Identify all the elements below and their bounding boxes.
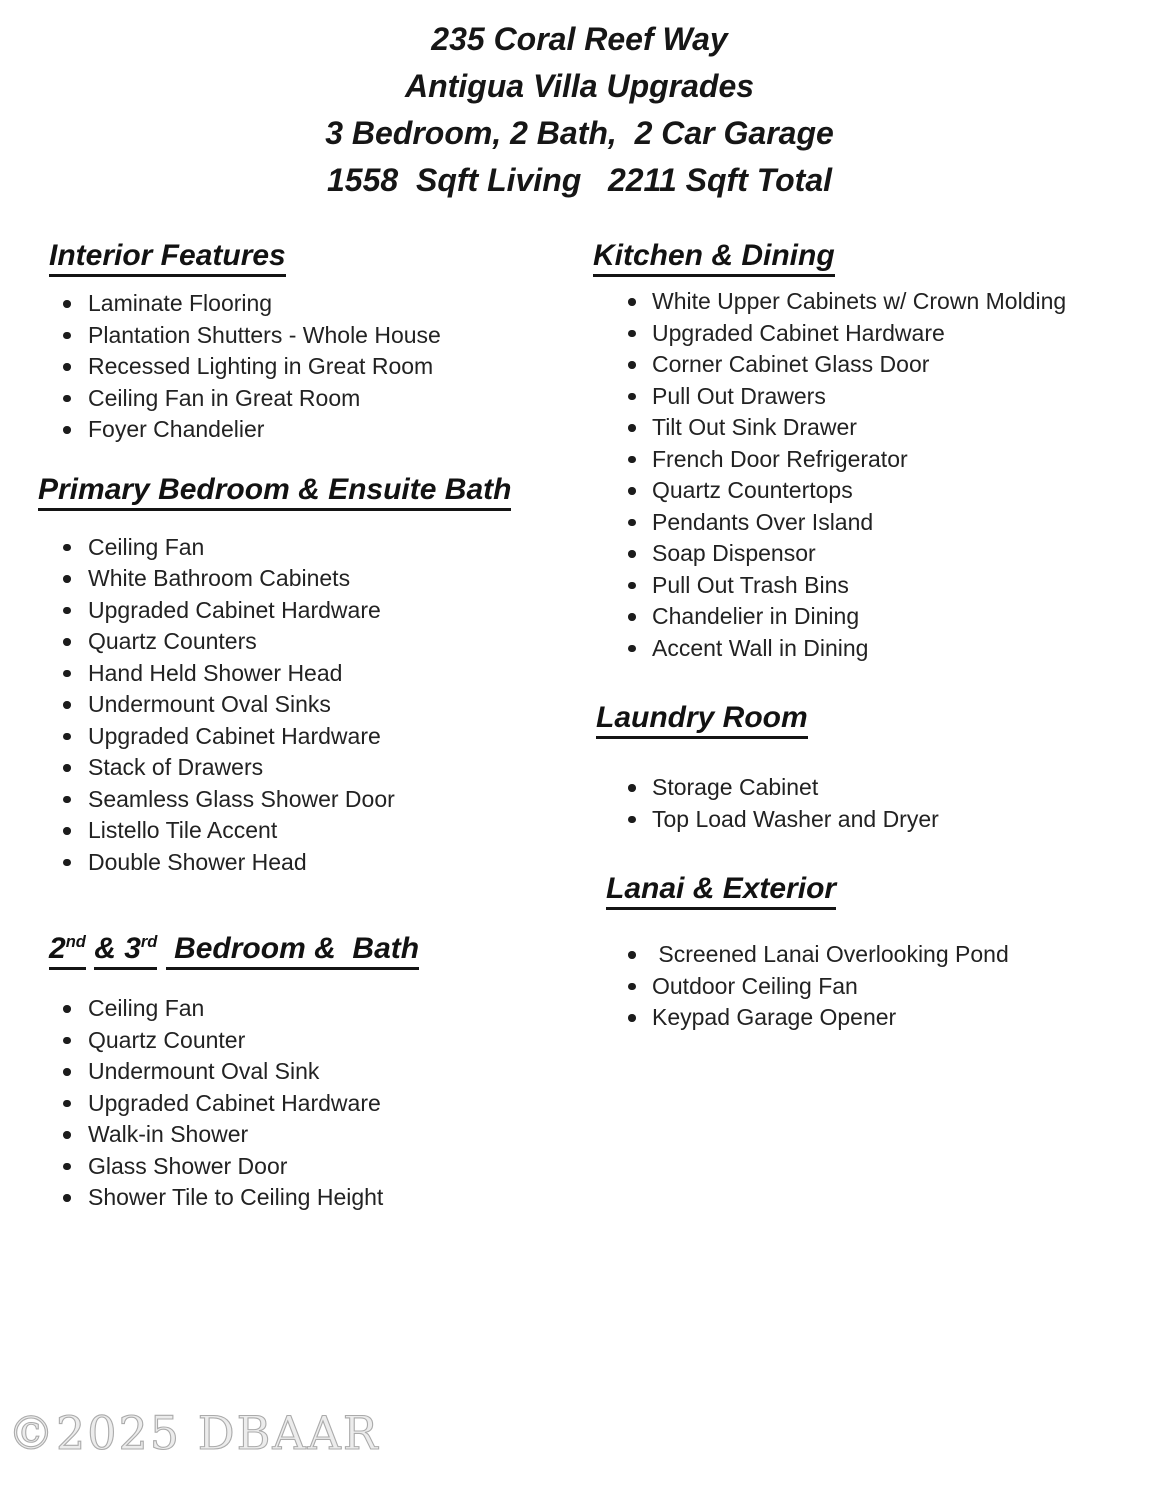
list-item: Soap Dispensor xyxy=(593,538,1159,570)
list-item: Recessed Lighting in Great Room xyxy=(38,351,593,383)
list-item: Plantation Shutters - Whole House xyxy=(38,320,593,352)
list-item: Ceiling Fan xyxy=(38,532,593,564)
page-title-address: 235 Coral Reef Way xyxy=(431,21,728,57)
list-item: Quartz Counters xyxy=(38,626,593,658)
list-item: Tilt Out Sink Drawer xyxy=(593,412,1159,444)
list-item: Upgraded Cabinet Hardware xyxy=(38,595,593,627)
list-item: White Bathroom Cabinets xyxy=(38,563,593,595)
list-item: Storage Cabinet xyxy=(593,772,1159,804)
list-item: Screened Lanai Overlooking Pond xyxy=(593,939,1159,971)
primary-bedroom-list xyxy=(38,532,593,879)
list-item: Hand Held Shower Head xyxy=(38,658,593,690)
list-item: Seamless Glass Shower Door xyxy=(38,784,593,816)
section-heading-2nd-3rd-bedroom xyxy=(49,924,593,967)
section-heading-lanai-exterior xyxy=(606,871,1159,907)
heading-underline-text: Lanai & Exterior xyxy=(606,872,836,910)
ordinal-superscript: rd xyxy=(140,933,158,951)
kitchen-dining-list xyxy=(593,286,1159,664)
list-item: French Door Refrigerator xyxy=(593,444,1159,476)
list-item: Corner Cabinet Glass Door xyxy=(593,349,1159,381)
copyright-watermark: ©2025 DBAAR xyxy=(8,1406,380,1460)
list-item: Keypad Garage Opener xyxy=(593,1002,1159,1034)
list-item: Upgraded Cabinet Hardware xyxy=(38,1088,593,1120)
list-item: Outdoor Ceiling Fan xyxy=(593,971,1159,1003)
content-columns xyxy=(0,204,1159,1214)
list-item: White Upper Cabinets w/ Crown Molding xyxy=(593,286,1159,318)
left-column xyxy=(38,204,593,1214)
list-item: Accent Wall in Dining xyxy=(593,633,1159,665)
list-item: Top Load Washer and Dryer xyxy=(593,804,1159,836)
list-item: Listello Tile Accent xyxy=(38,815,593,847)
heading-underline-text: Interior Features xyxy=(49,239,286,277)
page-title-sqft: 1558 Sqft Living 2211 Sqft Total xyxy=(327,162,832,198)
heading-underline-text: Laundry Room xyxy=(596,701,808,739)
section-heading-kitchen-dining xyxy=(593,238,1159,274)
list-item: Quartz Counter xyxy=(38,1025,593,1057)
list-item: Undermount Oval Sink xyxy=(38,1056,593,1088)
list-item: Laminate Flooring xyxy=(38,288,593,320)
page-title-subtitle: Antigua Villa Upgrades xyxy=(404,68,755,104)
section-heading-laundry-room xyxy=(596,700,1159,736)
list-item: Double Shower Head xyxy=(38,847,593,879)
list-item: Undermount Oval Sinks xyxy=(38,689,593,721)
heading-segment: Bedroom & Bath xyxy=(166,932,419,970)
list-item: Upgraded Cabinet Hardware xyxy=(38,721,593,753)
list-item: Pull Out Trash Bins xyxy=(593,570,1159,602)
section-heading-primary-bedroom xyxy=(38,472,593,508)
list-item: Ceiling Fan xyxy=(38,993,593,1025)
heading-space xyxy=(86,932,94,965)
list-item: Upgraded Cabinet Hardware xyxy=(593,318,1159,350)
interior-features-list xyxy=(38,288,593,446)
list-item: Walk-in Shower xyxy=(38,1119,593,1151)
heading-text: & 3 xyxy=(94,932,141,965)
list-item: Glass Shower Door xyxy=(38,1151,593,1183)
heading-segment xyxy=(49,932,86,970)
list-item: Stack of Drawers xyxy=(38,752,593,784)
list-item: Foyer Chandelier xyxy=(38,414,593,446)
lanai-exterior-list xyxy=(593,939,1159,1034)
section-heading-interior-features xyxy=(49,238,593,274)
heading-segment xyxy=(94,932,157,970)
2nd-3rd-bedroom-list xyxy=(38,993,593,1214)
heading-text: 2 xyxy=(49,932,66,965)
list-item: Pendants Over Island xyxy=(593,507,1159,539)
list-item: Pull Out Drawers xyxy=(593,381,1159,413)
right-column xyxy=(593,204,1159,1214)
title-block xyxy=(0,0,1159,204)
laundry-room-list xyxy=(593,772,1159,835)
heading-underline-text: Kitchen & Dining xyxy=(593,239,835,277)
list-item: Chandelier in Dining xyxy=(593,601,1159,633)
heading-underline-text: Primary Bedroom & Ensuite Bath xyxy=(38,473,511,511)
heading-space xyxy=(157,932,165,965)
list-item: Ceiling Fan in Great Room xyxy=(38,383,593,415)
page-title-rooms: 3 Bedroom, 2 Bath, 2 Car Garage xyxy=(325,115,834,151)
list-item: Quartz Countertops xyxy=(593,475,1159,507)
ordinal-superscript: nd xyxy=(65,933,86,951)
list-item: Shower Tile to Ceiling Height xyxy=(38,1182,593,1214)
